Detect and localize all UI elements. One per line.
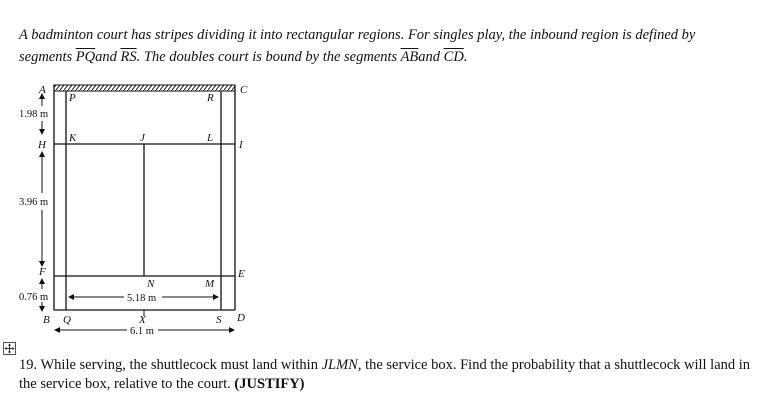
point-d: D [237, 312, 245, 324]
segment-pq: $\overline{PQ}$ [75, 49, 96, 65]
point-j: J [140, 132, 145, 144]
point-s: S [216, 314, 222, 326]
measure-service-depth: 3.96 m [19, 197, 49, 208]
segment-ab: $\overline{AB}$ [400, 49, 419, 65]
segment-cd: $\overline{CD}$ [443, 49, 464, 65]
justify-label: (JUSTIFY) [234, 376, 305, 392]
intro-end: . [463, 49, 468, 65]
point-k: K [69, 132, 77, 144]
point-n: N [147, 278, 155, 290]
question-text-2: , the service box. Find the probability that a shuttlecock will land in the service box, relative to the court. [19, 357, 751, 392]
court-diagram [0, 80, 263, 342]
intro-text-1: A badminton court has stripes dividing it into rectangular regions. For singles play, the inbound region is defined by segments [19, 27, 696, 65]
measure-singles-width: 5.18 m [127, 293, 157, 304]
court-svg [0, 80, 263, 342]
move-arrows-icon [4, 343, 15, 354]
court-top-boundary [54, 85, 235, 91]
point-c: C [240, 84, 248, 96]
point-e: E [238, 268, 245, 280]
point-a: A [39, 84, 46, 96]
point-i: I [239, 139, 243, 151]
segment-rs: $\overline{RS}$ [120, 49, 137, 65]
point-l: L [207, 132, 214, 144]
measure-doubles-width: 6.1 m [130, 326, 154, 337]
question-text-1: While serving, the shuttlecock must land within [37, 357, 322, 373]
intro-text-2: . The doubles court is bound by the segments [136, 49, 401, 65]
problem-intro [19, 24, 749, 68]
point-f: F [39, 266, 46, 278]
point-q: Q [63, 314, 71, 326]
point-x: X [139, 314, 146, 326]
question-19 [19, 356, 754, 394]
measure-bottom-band: 0.76 m [19, 292, 49, 303]
point-b: B [43, 314, 50, 326]
question-number: 19. [19, 357, 38, 373]
point-p: P [69, 92, 76, 104]
point-m: M [205, 278, 215, 290]
point-h: H [38, 139, 46, 151]
move-handle-icon[interactable] [3, 342, 16, 355]
service-box-name: JLMN [321, 357, 358, 373]
point-r: R [207, 92, 214, 104]
measure-top-band: 1.98 m [19, 109, 49, 120]
intro-and-2: and [418, 49, 444, 65]
intro-and-1: and [95, 49, 121, 65]
